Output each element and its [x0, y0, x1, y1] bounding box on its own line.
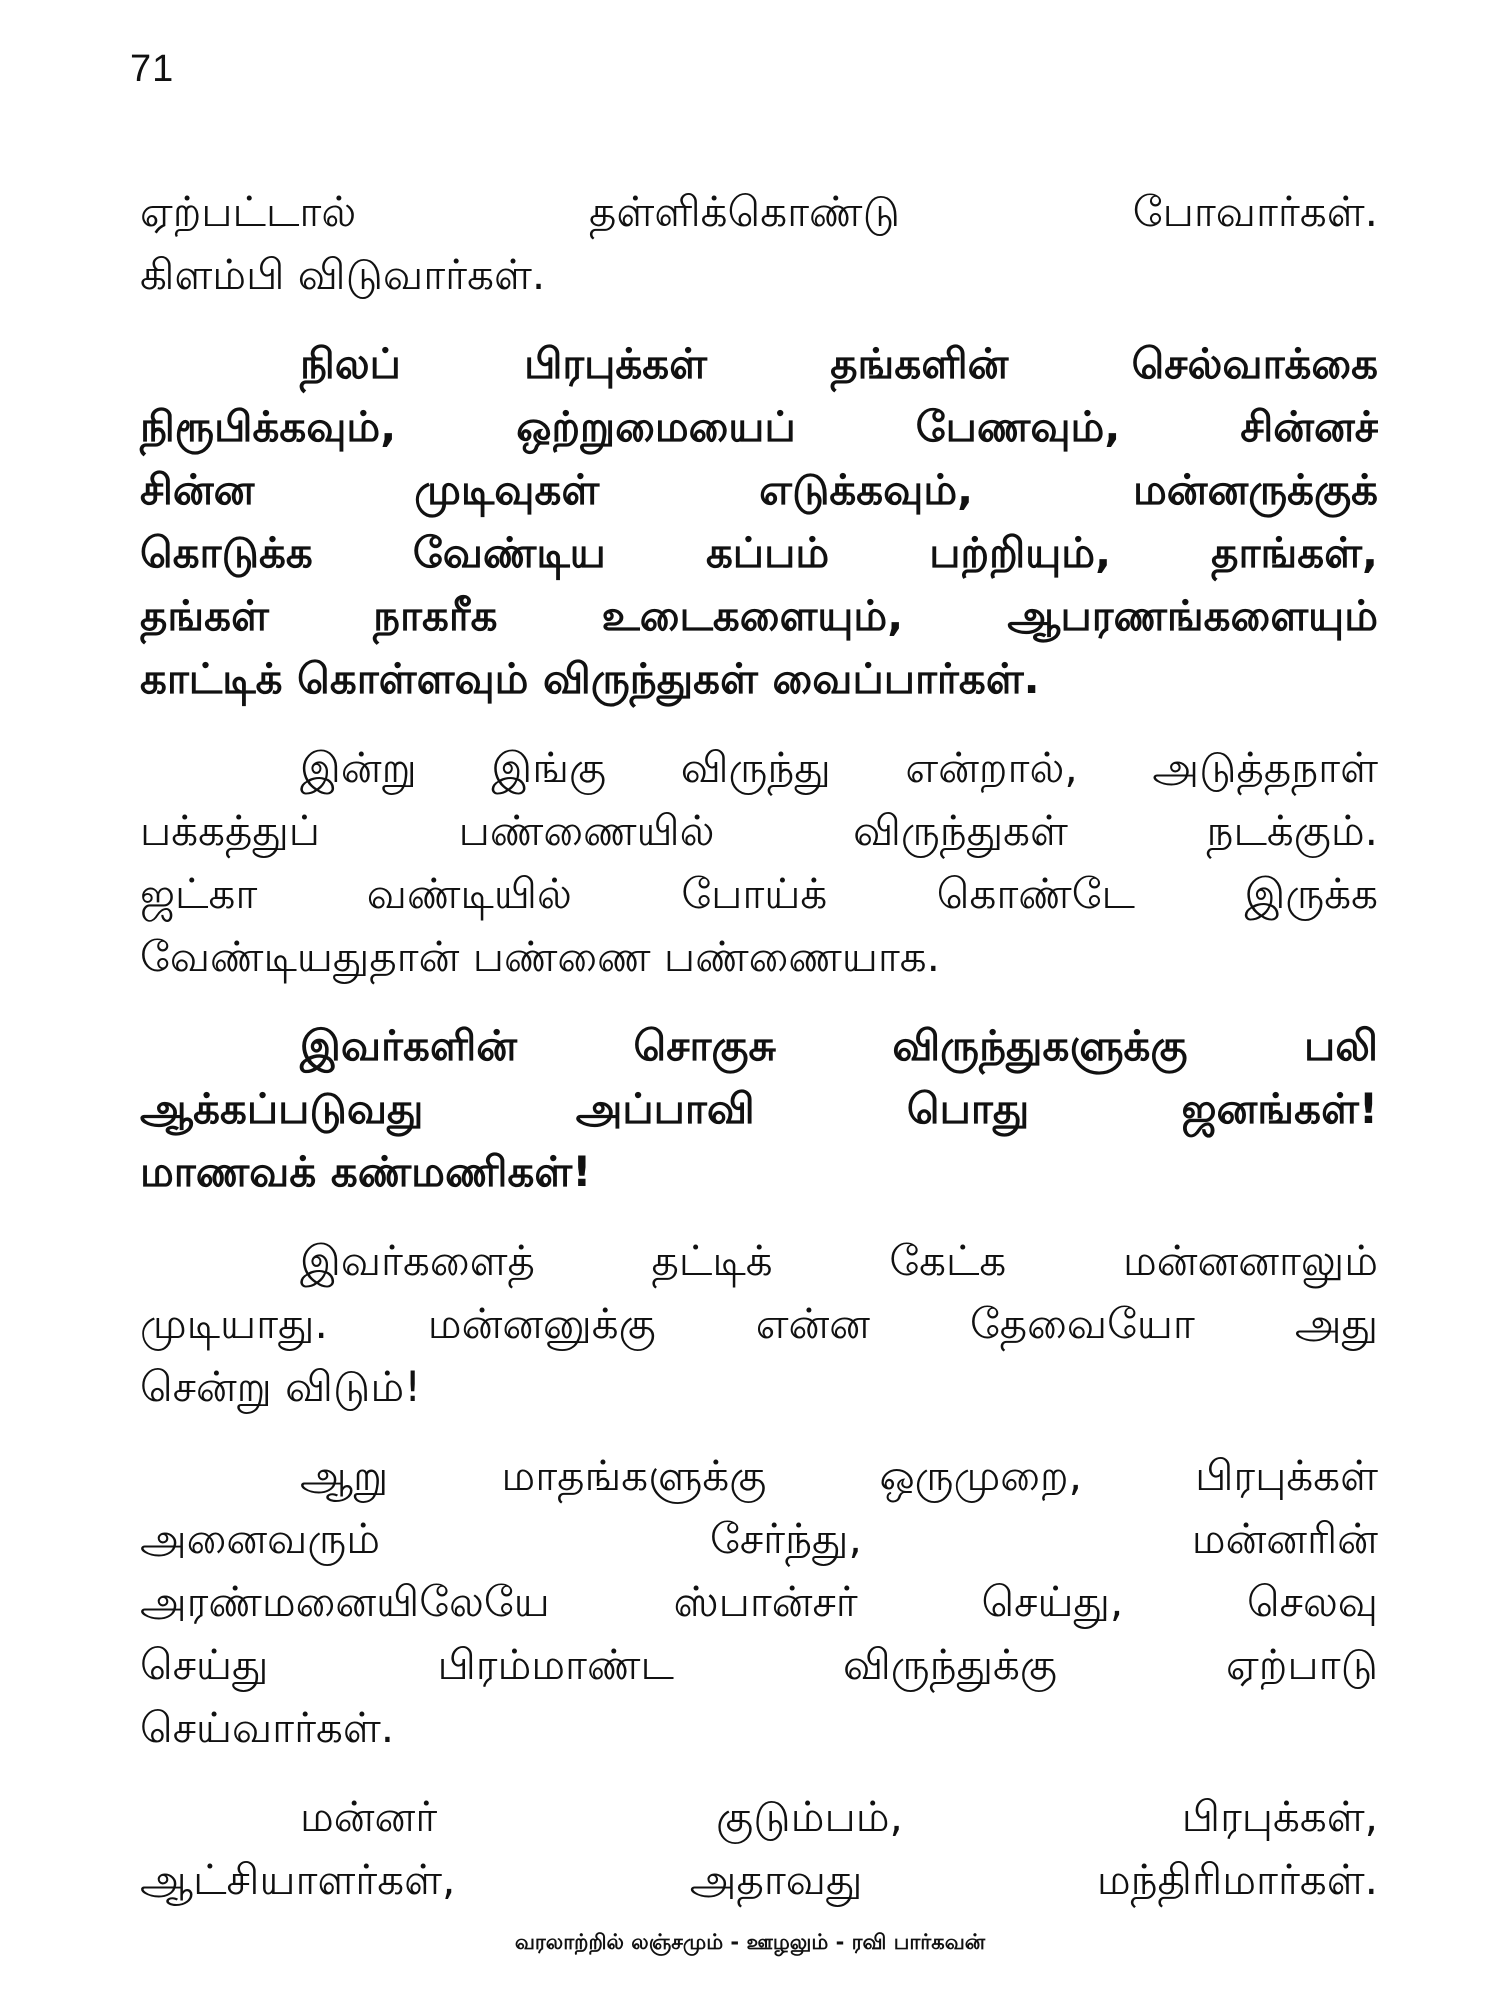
- paragraph-2: [140, 332, 1378, 710]
- text-line: ஆறு மாதங்களுக்கு ஒருமுறை, பிரபுக்கள்: [300, 1451, 1378, 1500]
- text-line: இவர்களைத் தட்டிக் கேட்க மன்னனாலும்: [300, 1236, 1378, 1285]
- text-line: சென்று விடும்!: [140, 1362, 422, 1411]
- text-line: காட்டிக் கொள்ளவும் விருந்துகள் வைப்பார்கள்.: [140, 654, 1040, 703]
- text-line: இன்று இங்கு விருந்து என்றால், அடுத்தநாள்: [300, 743, 1378, 792]
- paragraph-7: [140, 1785, 1378, 1911]
- text-line: மன்னர் குடும்பம், பிரபுக்கள்,: [300, 1792, 1378, 1841]
- text-line: இவர்களின் சொகுசு விருந்துகளுக்கு பலி: [300, 1021, 1378, 1070]
- text-line: கொடுக்க வேண்டிய கப்பம் பற்றியும், தாங்கள்,: [140, 528, 1378, 577]
- text-line: பக்கத்துப் பண்ணையில் விருந்துகள் நடக்கும்.: [140, 806, 1378, 855]
- text-line: ஏற்பட்டால் தள்ளிக்கொண்டு போவார்கள்.: [140, 187, 1378, 236]
- text-line: நிரூபிக்கவும், ஒற்றுமையைப் பேணவும், சின்னச்: [140, 402, 1378, 451]
- text-line: மாணவக் கண்மணிகள்!: [140, 1147, 592, 1196]
- text-line: தங்கள் நாகரீக உடைகளையும், ஆபரணங்களையும்: [140, 591, 1378, 640]
- text-line: அனைவரும் சேர்ந்து, மன்னரின்: [140, 1514, 1378, 1563]
- text-line: செய்வார்கள்.: [140, 1703, 395, 1752]
- text-line: கிளம்பி விடுவார்கள்.: [140, 250, 546, 299]
- text-line: நிலப் பிரபுக்கள் தங்களின் செல்வாக்கை: [300, 339, 1378, 388]
- page-number: 71: [130, 48, 175, 90]
- text-line: முடியாது. மன்னனுக்கு என்ன தேவையோ அது: [140, 1299, 1378, 1348]
- text-line: செய்து பிரம்மாண்ட விருந்துக்கு ஏற்பாடு: [140, 1640, 1378, 1689]
- paragraph-5: [140, 1229, 1378, 1418]
- book-title-footer: வரலாற்றில் லஞ்சமும் - ஊழலும் - ரவி பார்கவன்: [514, 1930, 986, 1954]
- text-line: ஜட்கா வண்டியில் போய்க் கொண்டே இருக்க: [140, 869, 1378, 918]
- text-line: அரண்மனையிலேயே ஸ்பான்சர் செய்து, செலவு: [140, 1577, 1378, 1626]
- page-body: [140, 180, 1378, 1937]
- paragraph-4: [140, 1014, 1378, 1203]
- text-line: சின்ன முடிவுகள் எடுக்கவும், மன்னருக்குக்: [140, 465, 1378, 514]
- paragraph-3: [140, 736, 1378, 988]
- paragraph-6: [140, 1444, 1378, 1759]
- text-line: ஆட்சியாளர்கள், அதாவது மந்திரிமார்கள்.: [140, 1855, 1378, 1904]
- text-line: வேண்டியதுதான் பண்ணை பண்ணையாக.: [140, 932, 940, 981]
- text-line: ஆக்கப்படுவது அப்பாவி பொது ஜனங்கள்!: [140, 1084, 1378, 1133]
- paragraph-1: [140, 180, 1378, 306]
